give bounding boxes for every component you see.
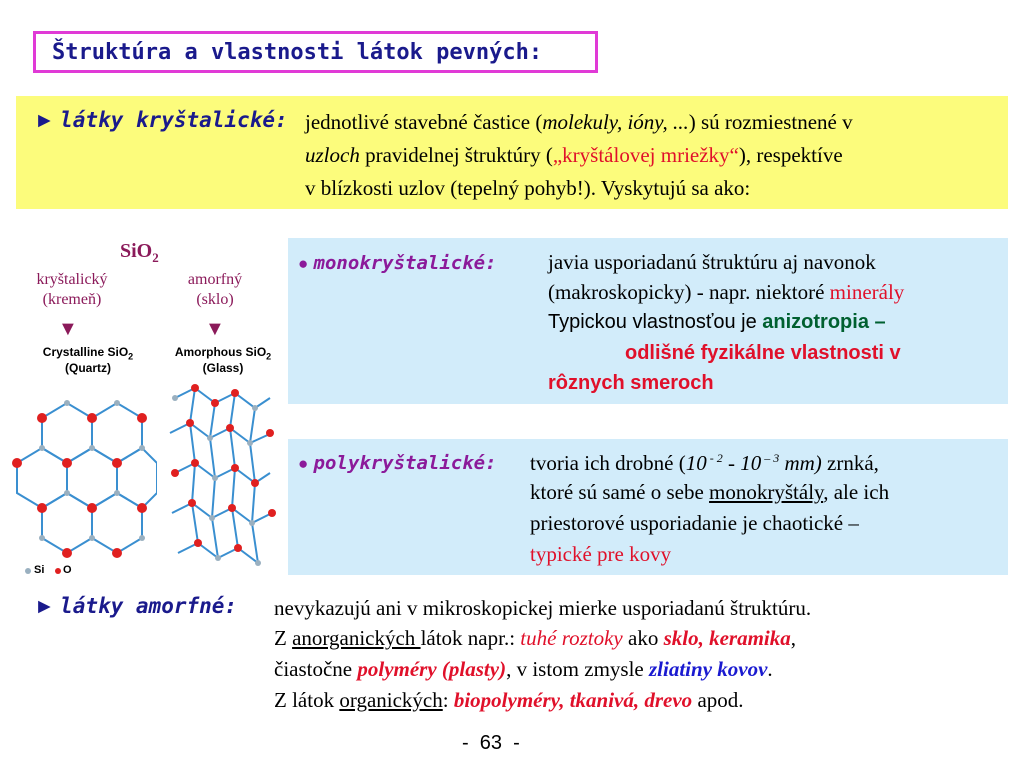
poly-heading-line — [298, 452, 497, 473]
crystalline-caption: kryštalický (kremeň) — [36, 271, 108, 308]
poly-line-1: tvoria ich drobné (10 $^{- 2}$ - 10 $^{- 3}$ mm) zrnká, — [530, 451, 879, 475]
page-number: - 63 - — [462, 732, 520, 754]
bullet-arrow-icon: ► — [34, 594, 55, 618]
crystalline-line-1: jednotlivé stavebné častice (molekuly, ióny, ...) sú rozmiestnené v — [305, 110, 853, 134]
down-arrow-icon: ▼ — [58, 318, 78, 340]
bullet-dot-icon: ● — [298, 254, 309, 273]
mono-line-4: odlišné fyzikálne vlastnosti v — [625, 342, 901, 364]
legend-o: O — [63, 564, 72, 576]
bullet-dot-icon: ● — [298, 454, 309, 473]
amorphous-heading-line — [34, 596, 237, 617]
amorphous-line-1: nevykazujú ani v mikroskopickej mierke usporiadanú štruktúru. — [274, 596, 812, 620]
quartz-lattice-image — [12, 378, 157, 578]
mono-line-1: javia usporiadanú štruktúru aj navonok — [548, 250, 876, 274]
poly-heading: polykryštalické: — [313, 452, 497, 474]
title-box — [33, 31, 598, 73]
crystalline-heading-line — [34, 110, 288, 131]
glass-image-title: Amorphous SiO$_2$ (Glass) — [174, 345, 272, 375]
mono-line-3: Typickou vlastnosťou je anizotropia – — [548, 311, 886, 333]
down-arrow-icon: ▼ — [205, 318, 225, 340]
bullet-arrow-icon: ► — [34, 108, 55, 132]
crystalline-line-2: uzloch pravidelnej štruktúry („kryštálovej mriežky“), respektíve — [305, 143, 843, 167]
crystalline-heading: látky kryštalické: — [60, 108, 288, 132]
amorphous-heading: látky amorfné: — [60, 594, 238, 618]
mono-line-5: rôznych smeroch — [548, 372, 714, 394]
amorphous-line-2: Z anorganických látok napr.: tuhé roztoky ako sklo, keramika, — [274, 626, 796, 650]
sio2-label: SiO$_2$ — [120, 240, 159, 265]
mono-line-2: (makroskopicky) - napr. niektoré minerály — [548, 280, 905, 304]
glass-network-image — [160, 378, 280, 578]
quartz-image-title: Crystalline SiO$_2$ (Quartz) — [42, 345, 134, 375]
poly-line-3: priestorové usporiadanie je chaotické – — [530, 511, 859, 535]
amorphous-line-3: čiastočne polyméry (plasty), v istom zmysle zliatiny kovov. — [274, 657, 773, 681]
poly-line-2: ktoré sú samé o sebe monokryštály, ale ich — [530, 480, 890, 504]
poly-line-4: typické pre kovy — [530, 542, 672, 566]
mono-heading-line — [298, 252, 497, 273]
legend-si: Si — [34, 564, 45, 576]
mono-heading: monokryštalické: — [313, 252, 497, 274]
crystalline-line-3: v blízkosti uzlov (tepelný pohyb!). Vyskytujú sa ako: — [305, 176, 751, 200]
page-title: Štruktúra a vlastnosti látok pevných: — [52, 39, 543, 65]
amorphous-caption: amorfný (sklo) — [187, 271, 243, 308]
amorphous-line-4: Z látok organických: biopolyméry, tkanivá, drevo apod. — [274, 688, 744, 712]
